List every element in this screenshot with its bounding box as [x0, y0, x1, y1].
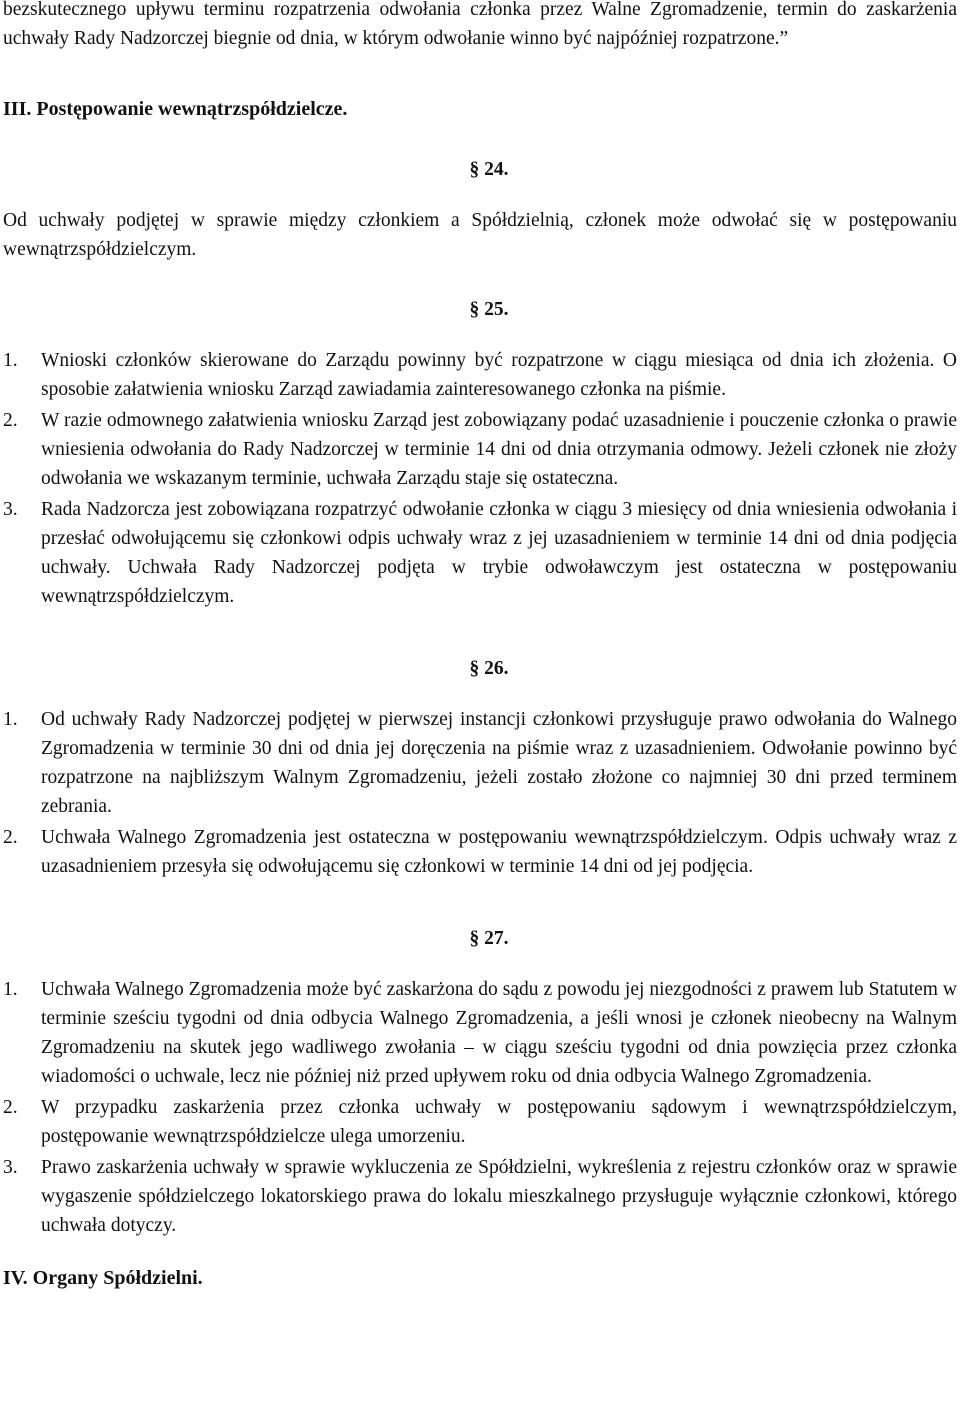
list-item — [3, 1093, 957, 1151]
intro-paragraph: bezskutecznego upływu terminu rozpatrzenia odwołania członka przez Walne Zgromadzenie, termin do zaskarżenia uchwały Rady Nadzorczej biegnie od dnia, w którym odwołanie winno być najpóźniej rozpatrzone.” — [3, 0, 957, 49]
paragraph-number-24: § 24. — [469, 159, 509, 180]
list-item-number: 1. — [3, 979, 18, 1000]
paragraph-24-text: Od uchwały podjętej w sprawie między członkiem a Spółdzielnią, członek może odwołać się w postępowaniu wewnątrzspółdzielczym. — [3, 210, 957, 260]
list-item — [3, 495, 957, 611]
list-item-text: Od uchwały Rady Nadzorczej podjętej w pierwszej instancji członkowi przysługuje prawo odwołania do Walnego Zgromadzenia w terminie 30 dni od dnia jej doręczenia na piśmie wraz z uzasadnieniem. Odwołanie powinno być rozpatrzone na najbliższym Walnym Zgromadzeniu, jeżeli zostało złożone co najmniej 30 dni przed terminem zebrania. — [41, 709, 957, 817]
paragraph-number-25: § 25. — [469, 299, 509, 320]
list-item-text: Wnioski członków skierowane do Zarządu powinny być rozpatrzone w ciągu miesiąca od dnia ich złożenia. O sposobie załatwienia wniosku Zarząd zawiadamia zainteresowanego członka na piśmie. — [41, 350, 957, 400]
document-page — [3, 0, 957, 1293]
list-item-number: 2. — [3, 827, 18, 848]
list-item-text: W przypadku zaskarżenia przez członka uchwały w postępowaniu sądowym i wewnątrzspółdzielczym, postępowanie wewnątrzspółdzielcze ulega umorzeniu. — [41, 1097, 957, 1147]
list-item-text: Prawo zaskarżenia uchwały w sprawie wykluczenia ze Spółdzielni, wykreślenia z rejestru członków oraz w sprawie wygaszenie spółdzielczego lokatorskiego prawa do lokalu mieszkalnego przysługuje wyłącznie członkowi, którego uchwała dotyczy. — [41, 1157, 957, 1236]
paragraph-26-list — [3, 705, 957, 881]
paragraph-number-27: § 27. — [469, 928, 509, 949]
list-item-number: 3. — [3, 499, 18, 520]
list-item — [3, 823, 957, 881]
list-item — [3, 406, 957, 493]
list-item-number: 2. — [3, 410, 18, 431]
list-item-text: Uchwała Walnego Zgromadzenia jest ostateczna w postępowaniu wewnątrzspółdzielczym. Odpis uchwały wraz z uzasadnieniem przesyła się odwołującemu się członkowi w terminie 14 dni od jej podjęcia. — [41, 827, 957, 877]
paragraph-25-list — [3, 346, 957, 611]
section-heading-3: III. Postępowanie wewnątrzspółdzielcze. — [3, 98, 348, 120]
section-heading-4: IV. Organy Spółdzielni. — [3, 1267, 203, 1289]
list-item-number: 2. — [3, 1097, 18, 1118]
list-item-number: 3. — [3, 1157, 18, 1178]
list-item-text: Rada Nadzorcza jest zobowiązana rozpatrzyć odwołanie członka w ciągu 3 miesięcy od dnia wniesienia odwołania i przesłać odwołującemu się członkowi odpis uchwały wraz z jej uzasadnieniem w terminie 14 dni od dnia podjęcia uchwały. Uchwała Rady Nadzorczej podjęta w trybie odwoławczym jest ostateczna w postępowaniu wewnątrzspółdzielczym. — [41, 499, 957, 607]
list-item-text: W razie odmownego załatwienia wniosku Zarząd jest zobowiązany podać uzasadnienie i pouczenie członka o prawie wniesienia odwołania do Rady Nadzorczej w terminie 14 dni od dnia otrzymania odmowy. Jeżeli członek nie złoży odwołania we wskazanym terminie, uchwała Zarządu staje się ostateczna. — [41, 410, 957, 489]
list-item — [3, 705, 957, 821]
list-item — [3, 346, 957, 404]
paragraph-number-26: § 26. — [469, 658, 509, 679]
list-item — [3, 1153, 957, 1240]
list-item — [3, 975, 957, 1091]
list-item-number: 1. — [3, 350, 18, 371]
list-item-number: 1. — [3, 709, 18, 730]
paragraph-27-list — [3, 975, 957, 1240]
list-item-text: Uchwała Walnego Zgromadzenia może być zaskarżona do sądu z powodu jej niezgodności z prawem lub Statutem w terminie sześciu tygodni od dnia odbycia Walnego Zgromadzenia, a jeśli wnosi je członek nieobecny na Walnym Zgromadzeniu na skutek jego wadliwego zwołania – w ciągu sześciu tygodni od dnia powzięcia przez członka wiadomości o uchwale, lecz nie później niż przed upływem roku od dnia odbycia Walnego Zgromadzenia. — [41, 979, 957, 1087]
